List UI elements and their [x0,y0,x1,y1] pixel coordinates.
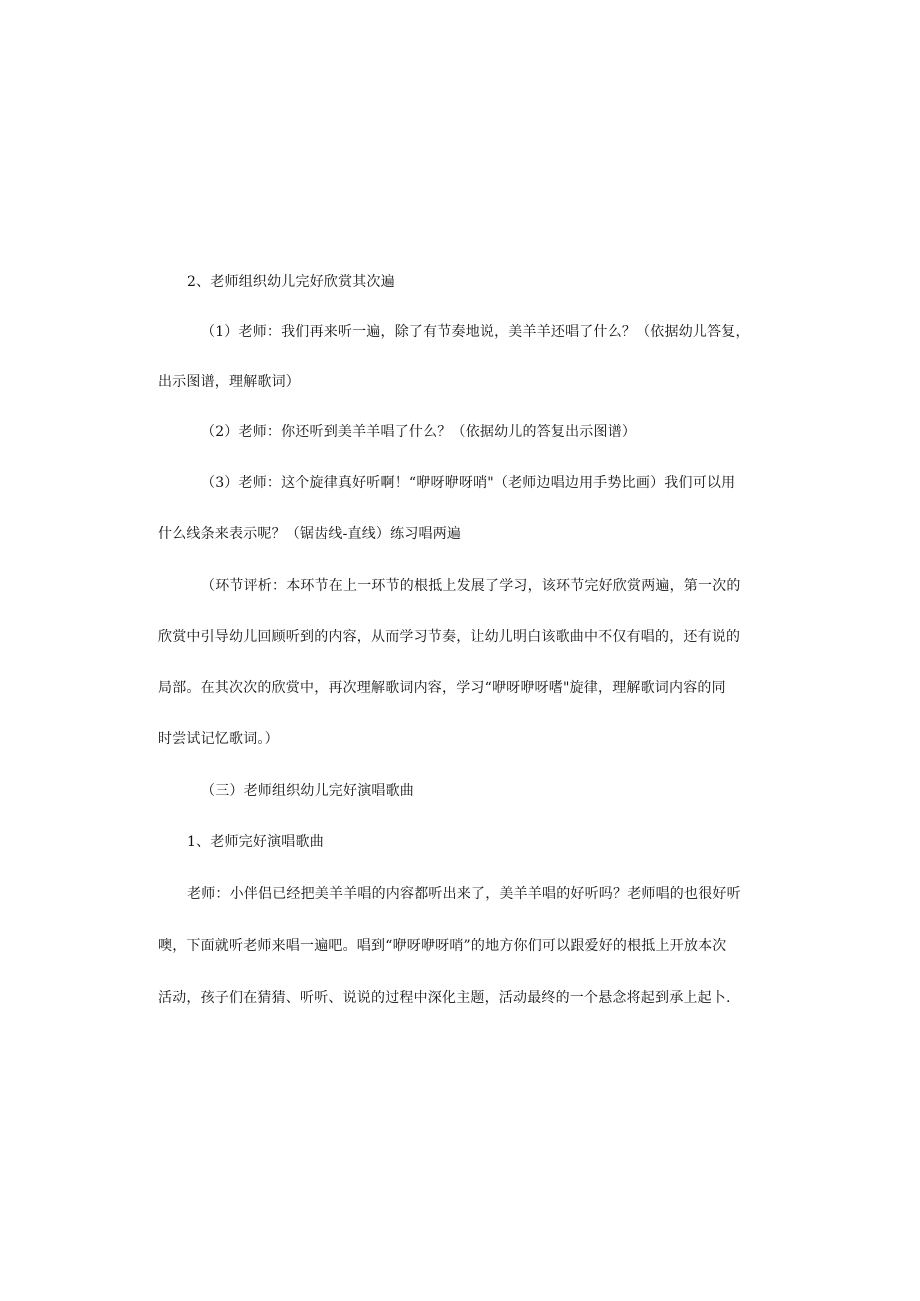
paragraph-line: 什么线条来表示呢？（锯齿线-直线）练习唱两遍 [158,526,462,542]
section-heading-2: 2、老师组织幼儿完好欣赏其次遍 [187,274,395,290]
section-heading-1: 1、老师完好演唱歌曲 [187,834,324,850]
section-heading-3: （三）老师组织幼儿完好演唱歌曲 [201,783,414,799]
paragraph-line: 老师：小伴侣已经把美羊羊唱的内容都听出来了，美羊羊唱的好听吗？老师唱的也很好听 [187,886,741,902]
paragraph-line: （2）老师：你还听到美羊羊唱了什么？（依据幼儿的答复出示图谱） [201,424,637,440]
paragraph-line: 活动，孩子们在猜猜、听听、说说的过程中深化主题，活动最终的一个悬念将起到承上起卜. [158,990,731,1006]
paragraph-line: 局部。在其次次的欣赏中，再次理解歌词内容，学习“咿呀咿呀嗜"旋律，理解歌词内容的同 [158,680,726,696]
paragraph-line: 欣赏中引导幼儿回顾听到的内容，从而学习节奏，让幼儿明白该歌曲中不仅有唱的，还有说的 [158,629,741,645]
paragraph-line: （1）老师：我们再来听一遍，除了有节奏地说，美羊羊还唱了什么？（依据幼儿答复， [201,324,750,340]
paragraph-line: （环节评析：本环节在上一环节的根抵上发展了学习，该环节完好欣赏两遍，第一次的 [201,578,741,594]
paragraph-line: 噢，下面就听老师来唱一遍吧。唱到“咿呀咿呀哨”的地方你们可以跟爱好的根抵上开放本次 [158,938,727,954]
paragraph-line: 时尝试记忆歌词。） [158,731,279,747]
paragraph-line: （3）老师：这个旋律真好听啊！“咿呀咿呀哨"（老师边唱边用手势比画）我们可以用 [201,475,736,491]
paragraph-line: 出示图谱，理解歌词） [158,374,300,390]
